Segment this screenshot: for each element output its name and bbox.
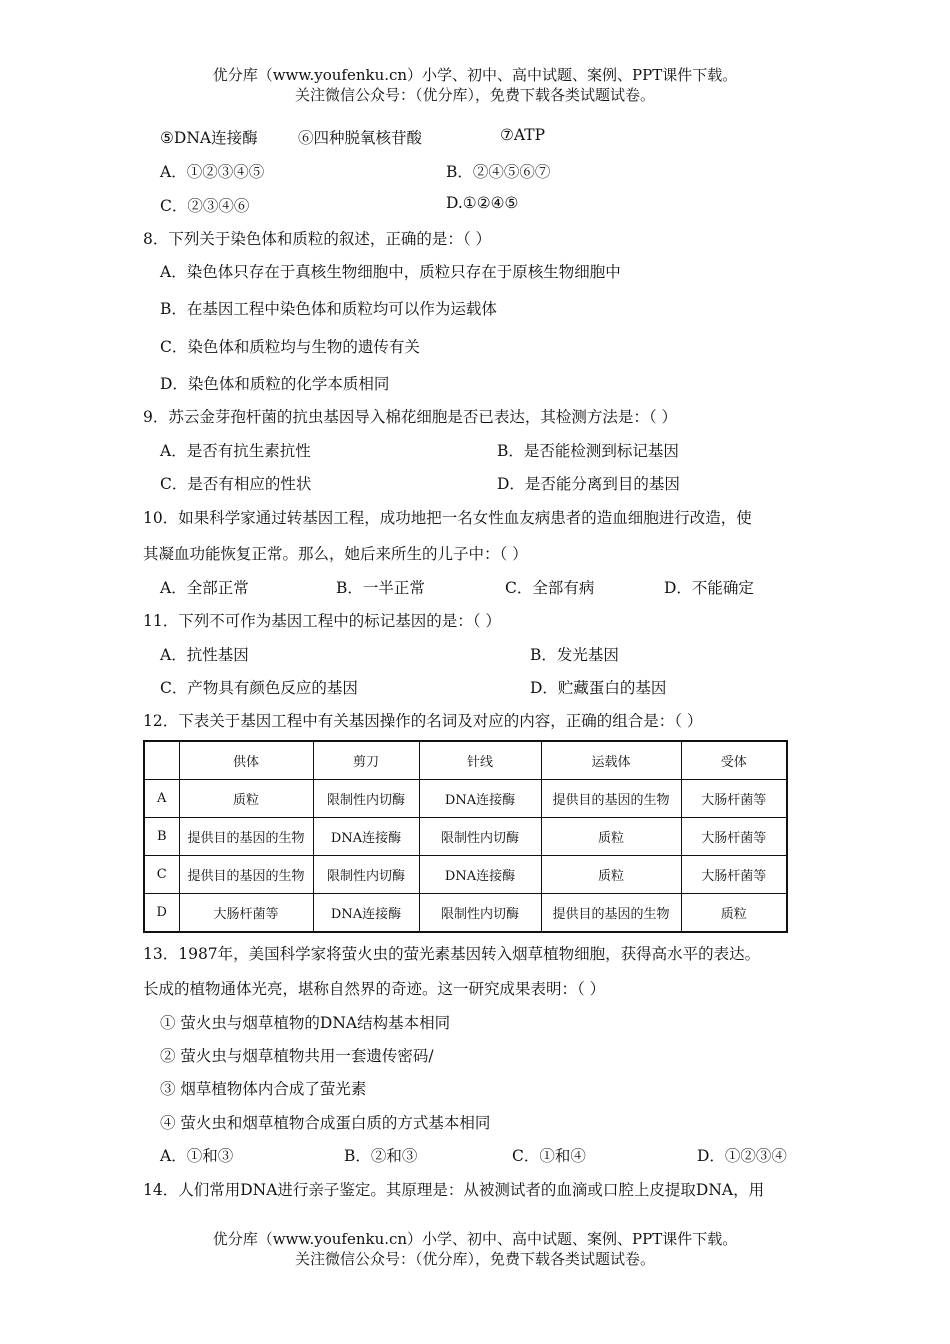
table-cell: C <box>144 856 179 894</box>
q13-option-c: C．①和④ <box>512 1147 586 1165</box>
q7-option-a: A．①②③④⑤ <box>160 163 265 181</box>
q9-stem: 9．苏云金芽孢杆菌的抗虫基因导入棉花细胞是否已表达，其检测方法是：（ ） <box>143 408 678 426</box>
table-header-cell: 针线 <box>419 741 541 780</box>
q10-stem-line2: 其凝血功能恢复正常。那么，她后来所生的儿子中：（ ） <box>143 545 528 563</box>
q11-option-a: A．抗性基因 <box>160 646 249 664</box>
table-header-cell: 供体 <box>179 741 313 780</box>
table-cell: 大肠杆菌等 <box>681 856 787 894</box>
q13-option-a: A．①和③ <box>160 1147 234 1165</box>
page-footer-line2: 关注微信公众号：（优分库），免费下载各类试题试卷。 <box>294 1250 655 1268</box>
q8-option-c: C．染色体和质粒均与生物的遗传有关 <box>160 338 420 356</box>
table-cell: 提供目的基因的生物 <box>179 818 313 856</box>
table-cell: 大肠杆菌等 <box>179 894 313 933</box>
q13-item-2: ② 萤火虫与烟草植物共用一套遗传密码/ <box>160 1047 434 1065</box>
table-row <box>144 780 787 818</box>
q9-option-d: D．是否能分离到目的基因 <box>497 475 680 493</box>
q8-option-d: D．染色体和质粒的化学本质相同 <box>160 375 390 393</box>
table-cell: 提供目的基因的生物 <box>179 856 313 894</box>
table-cell: DNA连接酶 <box>419 780 541 818</box>
q13-stem-line2: 长成的植物通体光亮，堪称自然界的奇迹。这一研究成果表明：（ ） <box>143 980 606 998</box>
q14-stem: 14．人们常用DNA进行亲子鉴定。其原理是：从被测试者的血滴或口腔上皮提取DNA，用 <box>143 1181 765 1199</box>
table-cell: 大肠杆菌等 <box>681 780 787 818</box>
q7-item-6: ⑥四种脱氧核苷酸 <box>298 129 423 147</box>
q9-option-b: B．是否能检测到标记基因 <box>497 442 679 460</box>
q10-stem-line1: 10．如果科学家通过转基因工程，成功地把一名女性血友病患者的造血细胞进行改造，使 <box>143 509 752 527</box>
table-cell: 限制性内切酶 <box>313 780 419 818</box>
table-cell: 提供目的基因的生物 <box>541 894 681 933</box>
q7-option-b: B．②④⑤⑥⑦ <box>446 163 551 181</box>
q11-option-b: B．发光基因 <box>530 646 619 664</box>
table-cell: DNA连接酶 <box>313 818 419 856</box>
q11-stem: 11．下列不可作为基因工程中的标记基因的是：（ ） <box>143 612 501 630</box>
table-cell: 质粒 <box>179 780 313 818</box>
q8-stem: 8．下列关于染色体和质粒的叙述，正确的是：（ ） <box>143 230 492 248</box>
table-cell: 大肠杆菌等 <box>681 818 787 856</box>
q7-item-5: ⑤DNA连接酶 <box>160 129 258 147</box>
table-header-cell: 受体 <box>681 741 787 780</box>
table-cell: 质粒 <box>541 818 681 856</box>
page-footer-line1: 优分库（www.youfenku.cn）小学、初中、高中试题、案例、PPT课件下载。 <box>212 1230 738 1248</box>
table-cell: 限制性内切酶 <box>419 818 541 856</box>
table-header-cell <box>144 741 179 780</box>
gene-operation-table <box>143 740 788 933</box>
table-row <box>144 856 787 894</box>
q7-option-c: C．②③④⑥ <box>160 197 250 215</box>
q13-item-4: ④ 萤火虫和烟草植物合成蛋白质的方式基本相同 <box>160 1114 491 1132</box>
table-cell: 质粒 <box>681 894 787 933</box>
q7-item-7: ⑦ATP <box>500 126 546 144</box>
page-header-line1: 优分库（www.youfenku.cn）小学、初中、高中试题、案例、PPT课件下载。 <box>212 66 738 84</box>
q12-stem: 12．下表关于基因工程中有关基因操作的名词及对应的内容，正确的组合是：（ ） <box>143 712 703 730</box>
q11-option-c: C．产物具有颜色反应的基因 <box>160 679 358 697</box>
q10-option-a: A．全部正常 <box>160 579 249 597</box>
q7-option-d: D.①②④⑤ <box>446 194 519 212</box>
table-cell: B <box>144 818 179 856</box>
q10-option-c: C．全部有病 <box>505 579 595 597</box>
q13-item-1: ① 萤火虫与烟草植物的DNA结构基本相同 <box>160 1014 451 1032</box>
q13-item-3: ③ 烟草植物体内合成了萤光素 <box>160 1080 367 1098</box>
table-header-cell: 运载体 <box>541 741 681 780</box>
table-cell: 限制性内切酶 <box>419 894 541 933</box>
table-cell: DNA连接酶 <box>419 856 541 894</box>
table-row <box>144 894 787 933</box>
table-row <box>144 818 787 856</box>
q13-stem-line1: 13．1987年，美国科学家将萤火虫的萤光素基因转入烟草植物细胞，获得高水平的表达。 <box>143 945 761 963</box>
table-cell: D <box>144 894 179 933</box>
table-cell: 提供目的基因的生物 <box>541 780 681 818</box>
q10-option-d: D．不能确定 <box>664 579 754 597</box>
q8-option-a: A．染色体只存在于真核生物细胞中，质粒只存在于原核生物细胞中 <box>160 263 621 281</box>
q10-option-b: B．一半正常 <box>336 579 425 597</box>
table-header-cell: 剪刀 <box>313 741 419 780</box>
table-cell: A <box>144 780 179 818</box>
table-cell: 限制性内切酶 <box>313 856 419 894</box>
page-header-line2: 关注微信公众号：（优分库），免费下载各类试题试卷。 <box>294 86 655 104</box>
table-cell: 质粒 <box>541 856 681 894</box>
q13-option-d: D．①②③④ <box>697 1147 787 1165</box>
table-cell: DNA连接酶 <box>313 894 419 933</box>
q13-option-b: B．②和③ <box>344 1147 418 1165</box>
q9-option-a: A．是否有抗生素抗性 <box>160 442 311 460</box>
q9-option-c: C．是否有相应的性状 <box>160 475 312 493</box>
table-header-row <box>144 741 787 780</box>
q8-option-b: B．在基因工程中染色体和质粒均可以作为运载体 <box>160 300 497 318</box>
q11-option-d: D．贮藏蛋白的基因 <box>530 679 667 697</box>
